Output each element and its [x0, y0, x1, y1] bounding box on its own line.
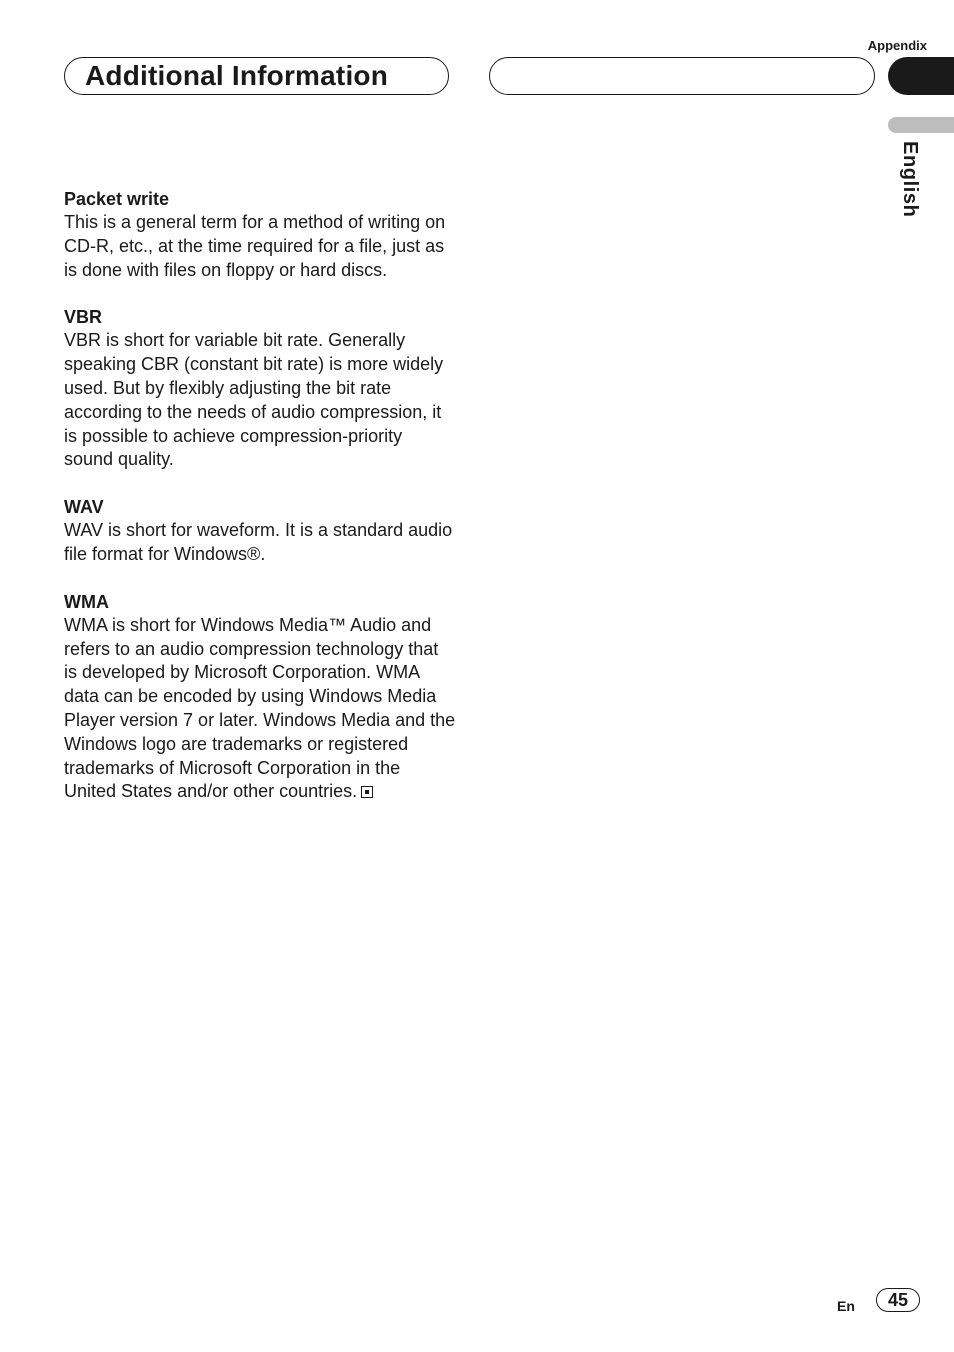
- glossary-definition: WAV is short for waveform. It is a standard audio file format for Windows®.: [64, 520, 453, 564]
- section-title-banner: [64, 57, 449, 95]
- glossary-entry-wma: [64, 590, 456, 804]
- appendix-label: Appendix: [867, 38, 927, 53]
- header-empty-banner: [489, 57, 875, 95]
- glossary-term: WMA: [64, 591, 109, 612]
- glossary-term: Packet write: [64, 189, 170, 209]
- language-side-label: English: [899, 141, 921, 218]
- glossary-entry-packet-write: [64, 187, 456, 282]
- glossary-entry-vbr: [64, 305, 456, 472]
- footer-language-code: En: [837, 1298, 855, 1314]
- glossary-term: WAV: [64, 497, 104, 518]
- glossary-term: VBR: [64, 307, 103, 328]
- header-black-tab: [888, 57, 954, 95]
- page-number: 45: [876, 1288, 920, 1312]
- glossary-entry-wav: [64, 495, 456, 567]
- glossary-definition: [64, 614, 456, 804]
- section-title: Additional Information: [85, 60, 389, 91]
- glossary-definition-text: WMA is short for Windows Media™ Audio and refers to an audio compression technology that is developed by Microsoft Corporation. WMA data can be encoded by using Windows Media Player version 7 or later. Windows Media and the Windows logo are trademarks or registered trademarks of Microsoft Corporation in the United States and/or other countries.: [64, 614, 456, 802]
- glossary-definition: This is a general term for a method of writing on CD-R, etc., at the time required for a file, just as is done with files on floppy or hard discs.: [64, 212, 446, 280]
- glossary-definition: VBR is short for variable bit rate. Generally speaking CBR (constant bit rate) is more widely used. But by flexibly adjusting the bit rate according to the needs of audio compression, it is possible to achieve compression-priority sound quality.: [64, 330, 444, 470]
- end-of-section-icon: [361, 786, 373, 798]
- glossary-column: [64, 187, 456, 827]
- language-grey-tab: [888, 117, 954, 133]
